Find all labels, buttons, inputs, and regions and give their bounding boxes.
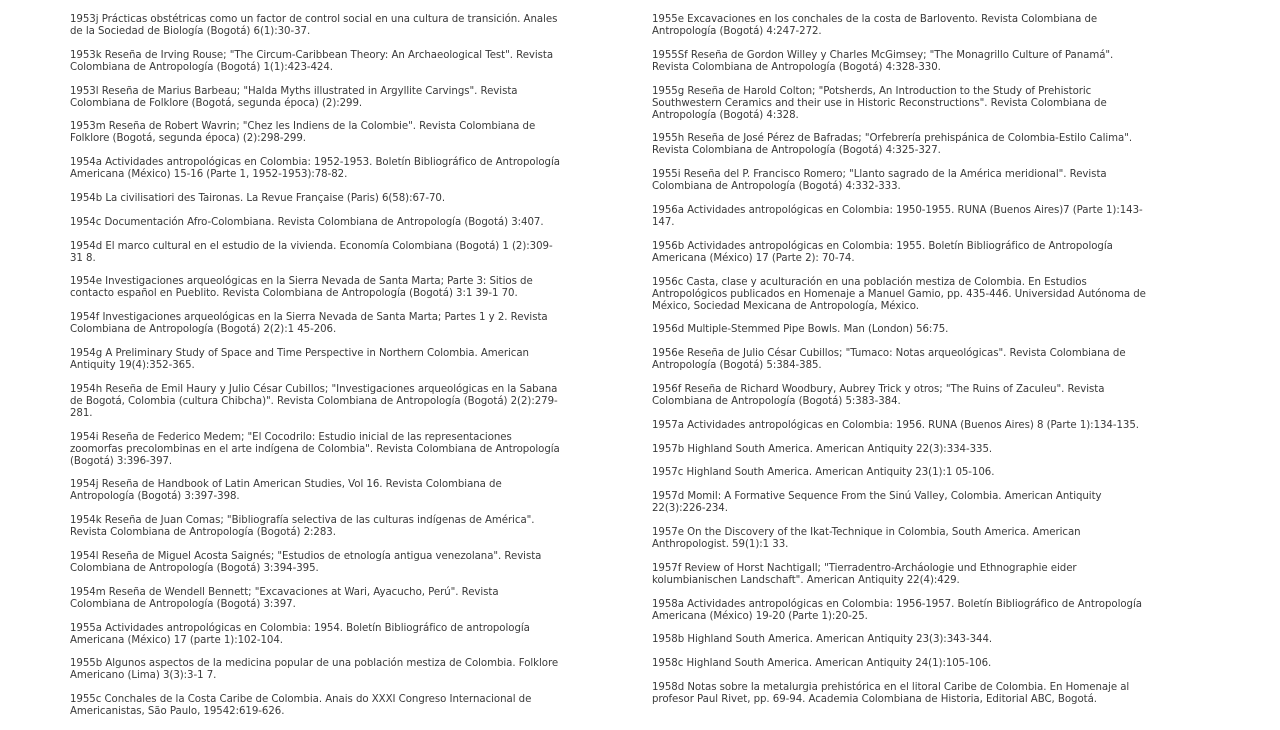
- bibliography-entry: 1954d El marco cultural en el estudio de la vivienda. Economía Colombiana (Bogotá) 1 (2):309-31 8.: [70, 240, 553, 264]
- bibliography-entry: 1954j Reseña de Handbook of Latin American Studies, Vol 16. Revista Colombiana de Antropología (Bogotá) 3:397-398.: [70, 479, 502, 503]
- left-column: [70, 14, 560, 730]
- bibliography-entry: 1957b Highland South America. American Antiquity 22(3):334-335.: [652, 443, 993, 455]
- bibliography-entry: 1957f Review of Horst Nachtigall; "Tierradentro-Archáologie und Ethnographie eider kolumbianischen Landschaft". American Antiquity 22(4):429.: [652, 562, 1077, 586]
- bibliography-entry: 1954h Reseña de Emil Haury y Julio César Cubillos; "Investigaciones arqueológicas en la Sabana de Bogotá, Colombia (cultura Chibcha)". Revista Colombiana de Antropología (Bogotá) 2(2):279-281.: [70, 383, 558, 419]
- bibliography-entry: 1956f Reseña de Richard Woodbury, Aubrey Trick y otros; "The Ruins of Zaculeu". Revista Colombiana de Antropología (Bogotá) 5:383-384.: [652, 383, 1105, 407]
- bibliography-entry: 1954l Reseña de Miguel Acosta Saignés; "Estudios de etnología antigua venezolana". Revista Colombiana de Antropología (Bogotá) 3:394-395.: [70, 550, 542, 574]
- bibliography-entry: 1955h Reseña de José Pérez de Bafradas; "Orfebrería prehispánica de Colombia-Estilo Calima". Revista Colombiana de Antropología (Bogotá) 4:325-327.: [652, 133, 1133, 157]
- bibliography-entry: 1958a Actividades antropológicas en Colombia: 1956-1957. Boletín Bibliográfico de Antropología Americana (México) 19-20 (Parte 1):20-25.: [652, 598, 1142, 622]
- bibliography-entry: 1957c Highland South America. American Antiquity 23(1):1 05-106.: [652, 467, 995, 479]
- bibliography-entry: 1956c Casta, clase y aculturación en una población mestiza de Colombia. En Estudios Antropológicos publicados en Homenaje a Manuel Gamio, pp. 435-446. Universidad Autónoma de México, Sociedad Mexicana de Antropología, México.: [652, 276, 1146, 312]
- bibliography-entry: 1957d Momil: A Formative Sequence From the Sinú Valley, Colombia. American Antiquity 22(3):226-234.: [652, 491, 1102, 515]
- bibliography-entry: 1955e Excavaciones en los conchales de la costa de Barlovento. Revista Colombiana de Antropología (Bogotá) 4:247-272.: [652, 14, 1098, 37]
- bibliography-entry: 1958c Highland South America. American Antiquity 24(1):105-106.: [652, 658, 992, 670]
- bibliography-entry: 1956a Actividades antropológicas en Colombia: 1950-1955. RUNA (Buenos Aires)7 (Parte 1):143-147.: [652, 204, 1143, 228]
- bibliography-entry: 1955b Algunos aspectos de la medicina popular de una población mestiza de Colombia. Folklore Americano (Lima) 3(3):3-1 7.: [70, 658, 559, 682]
- bibliography-entry: 1954e Investigaciones arqueológicas en la Sierra Nevada de Santa Marta; Parte 3: Sitios de contacto español en Pueblito. Revista Colombiana de Antropología (Bogotá) 3:1 39-1 70.: [70, 276, 533, 300]
- bibliography-entry: 1956d Multiple-Stemmed Pipe Bowls. Man (London) 56:75.: [652, 324, 949, 336]
- right-column: [652, 14, 1147, 718]
- bibliography-entry: 1954g A Preliminary Study of Space and Time Perspective in Northern Colombia. American Antiquity 19(4):352-365.: [70, 347, 529, 371]
- bibliography-entry: 1955a Actividades antropológicas en Colombia: 1954. Boletín Bibliográfico de antropología Americana (México) 17 (parte 1):102-104.: [70, 622, 530, 646]
- bibliography-entry: 1953j Prácticas obstétricas como un factor de control social en una cultura de transición. Anales de la Sociedad de Biología (Bogotá) 6(1):30-37.: [70, 14, 558, 37]
- bibliography-entry: 1955Sf Reseña de Gordon Willey y Charles McGimsey; "The Monagrillo Culture of Panamá". Revista Colombiana de Antropología (Bogotá) 4:328-330.: [652, 49, 1114, 73]
- bibliography-entry: 1956e Reseña de Julio César Cubillos; "Tumaco: Notas arqueológicas". Revista Colombiana de Antropología (Bogotá) 5:384-385.: [652, 348, 1126, 372]
- bibliography-entry: 1957e On the Discovery of the Ikat-Technique in Colombia, South America. American Anthropologist. 59(1):1 33.: [652, 526, 1081, 550]
- bibliography-entry: 1954k Reseña de Juan Comas; "Bibliografía selectiva de las culturas indígenas de América". Revista Colombiana de Antropología (Bogotá) 2:283.: [70, 515, 535, 539]
- bibliography-entry: 1953k Reseña de Irving Rouse; "The Circum-Caribbean Theory: An Archaeological Test". Revista Colombiana de Antropología (Bogotá) 1(1):423-424.: [70, 49, 554, 73]
- bibliography-entry: 1955g Reseña de Harold Colton; "Potsherds, An Introduction to the Study of Prehistoric Southwestern Ceramics and their use in Historic Reconstructions". Revista Colombiana de Antropología (Bogotá) 4:328.: [652, 85, 1107, 121]
- bibliography-entry: 1954a Actividades antropológicas en Colombia: 1952-1953. Boletín Bibliográfico de Antropología Americana (México) 15-16 (Parte 1, 1952-1953):78-82.: [70, 157, 560, 181]
- bibliography-entry: 1955c Conchales de la Costa Caribe de Colombia. Anais do XXXI Congreso Internacional de Americanistas, São Paulo, 19542:619-626.: [70, 694, 532, 718]
- bibliography-entry: 1956b Actividades antropológicas en Colombia: 1955. Boletín Bibliográfico de Antropología Americana (México) 17 (Parte 2): 70-74.: [652, 240, 1113, 264]
- bibliography-entry: 1953m Reseña de Robert Wavrin; "Chez les Indiens de la Colombie". Revista Colombiana de Folklore (Bogotá, segunda época) (2):298-299.: [70, 121, 536, 145]
- bibliography-entry: 1954c Documentación Afro-Colombiana. Revista Colombiana de Antropología (Bogotá) 3:407.: [70, 216, 544, 228]
- bibliography-entry: 1958b Highland South America. American Antiquity 23(3):343-344.: [652, 634, 993, 646]
- bibliography-entry: 1954i Reseña de Federico Medem; "El Cocodrilo: Estudio inicial de las representaciones zoomorfas precolombinas en el arte indígena de Colombia". Revista Colombiana de Antropología (Bogotá) 3:396-397.: [70, 431, 560, 467]
- bibliography-entry: 1958d Notas sobre la metalurgia prehistórica en el litoral Caribe de Colombia. En Homenaje al profesor Paul Rivet, pp. 69-94. Academia Colombiana de Historia, Editorial ABC, Bogotá.: [652, 681, 1130, 705]
- bibliography-entry: 1955i Reseña del P. Francisco Romero; "Llanto sagrado de la América meridional". Revista Colombiana de Antropología (Bogotá) 4:332-333.: [652, 169, 1107, 193]
- bibliography-entry: 1954f Investigaciones arqueológicas en la Sierra Nevada de Santa Marta; Partes 1 y 2. Revista Colombiana de Antropología (Bogotá) 2(2):1 45-206.: [70, 312, 548, 336]
- bibliography-entry: 1954m Reseña de Wendell Bennett; "Excavaciones at Wari, Ayacucho, Perú". Revista Colombiana de Antropología (Bogotá) 3:397.: [70, 586, 499, 610]
- bibliography-entry: 1953l Reseña de Marius Barbeau; "Halda Myths illustrated in Argyllite Carvings". Revista Colombiana de Folklore (Bogotá, segunda época) (2):299.: [70, 85, 518, 109]
- bibliography-entry: 1954b La civilisatiori des Taironas. La Revue Française (Paris) 6(58):67-70.: [70, 192, 446, 204]
- bibliography-entry: 1957a Actividades antropológicas en Colombia: 1956. RUNA (Buenos Aires) 8 (Parte 1):134-135.: [652, 419, 1139, 431]
